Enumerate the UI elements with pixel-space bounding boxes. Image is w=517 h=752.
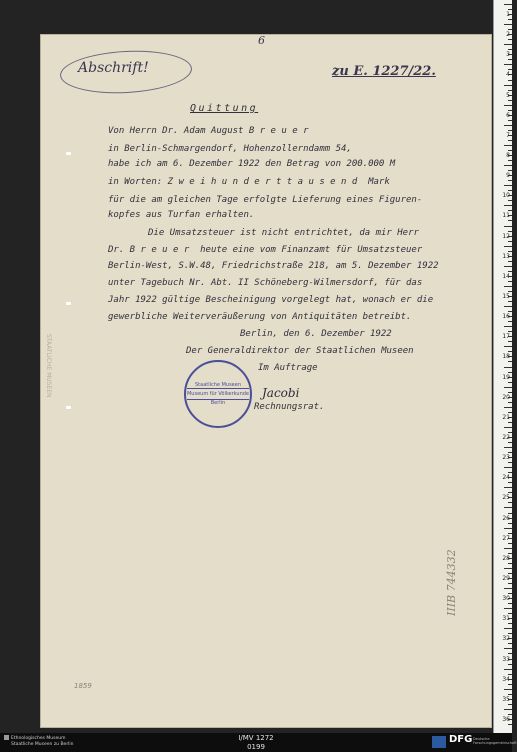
document-title: Quittung — [190, 103, 259, 114]
ruler-tick — [504, 346, 512, 347]
ruler-tick — [508, 210, 512, 211]
dfg-logo-icon — [432, 736, 446, 748]
ruler-tick — [504, 689, 512, 690]
faint-side-text: STAATLICHE MUSEEN — [45, 334, 52, 398]
ruler-tick — [508, 412, 512, 413]
ruler-tick — [504, 669, 512, 670]
ruler-tick — [504, 125, 512, 126]
ruler-number: 7 — [506, 131, 510, 139]
ruler-tick — [508, 392, 512, 393]
issuing-authority: Der Generaldirektor der Staatlichen Museen — [186, 346, 414, 356]
ruler-tick — [504, 246, 512, 247]
ruler-tick — [508, 160, 512, 161]
ruler-number: 36 — [502, 715, 510, 723]
body-line: habe ich am 6. Dezember 1922 den Betrag von 200.000 M — [108, 159, 396, 169]
folio-number: 0199 — [247, 742, 265, 751]
ruler-tick — [504, 507, 512, 508]
ruler-tick — [508, 49, 512, 50]
stamp-center: Museum für Völkerkunde — [187, 388, 249, 401]
ruler-tick — [508, 361, 512, 362]
ruler-tick — [508, 603, 512, 604]
ruler-tick — [504, 306, 512, 307]
ruler-tick — [508, 251, 512, 252]
ruler-number: 10 — [502, 192, 510, 200]
ruler-number: 20 — [502, 393, 510, 401]
ruler-tick — [508, 90, 512, 91]
ruler-tick — [508, 200, 512, 201]
ruler-number: 3 — [506, 51, 510, 59]
ruler-tick — [504, 588, 512, 589]
ruler-number: 15 — [502, 293, 510, 300]
ruler-number: 31 — [502, 615, 510, 623]
dfg-subtitle: Deutsche Forschungsgemeinschaft — [473, 737, 517, 746]
ruler-tick — [504, 528, 512, 529]
ruler-tick — [504, 85, 512, 86]
pencil-page-number: 6 — [258, 34, 265, 47]
ruler-tick — [508, 402, 512, 403]
ruler-tick — [508, 442, 512, 443]
ruler-tick — [508, 301, 512, 302]
body-line: gewerbliche Weiterveräußerung von Antiquitäten betreibt. — [108, 312, 412, 322]
ruler-tick — [508, 422, 512, 423]
ruler-number: 21 — [502, 413, 510, 421]
body-line: in Berlin-Schmargendorf, Hohenzollerndamm 54, — [108, 144, 352, 154]
ruler-tick — [504, 487, 512, 488]
ruler-tick — [508, 9, 512, 10]
body-line: Von Herrn Dr. Adam August B r e u e r — [108, 126, 309, 136]
ruler-tick — [508, 140, 512, 141]
ruler-tick — [508, 643, 512, 644]
ruler-tick — [504, 165, 512, 166]
ruler-number: 24 — [502, 474, 510, 482]
ruler-tick — [508, 241, 512, 242]
ruler-tick — [508, 553, 512, 554]
ruler-number: 27 — [502, 534, 510, 542]
ruler-tick — [508, 170, 512, 171]
ruler-number: 1 — [506, 11, 510, 19]
ruler-number: 28 — [502, 554, 510, 562]
ruler-tick — [504, 608, 512, 609]
body-line: Berlin-West, S.W.48, Friedrichstraße 218, am 5. Dezember 1922 — [108, 261, 439, 271]
ruler-number: 18 — [502, 353, 510, 361]
ruler-number: 23 — [502, 454, 510, 462]
ruler-tick — [504, 427, 512, 428]
body-line: Dr. B r e u e r heute eine vom Finanzamt für Umsatzsteuer — [108, 245, 423, 255]
ruler-tick — [508, 664, 512, 665]
signatory-rank: Rechnungsrat. — [254, 402, 325, 412]
ruler-tick — [504, 44, 512, 45]
ruler-number: 34 — [502, 675, 510, 683]
ruler-number: 32 — [502, 635, 510, 643]
ruler-tick — [508, 231, 512, 232]
ruler-tick — [508, 533, 512, 534]
ruler-tick — [508, 80, 512, 81]
ruler-tick — [504, 286, 512, 287]
museum-logo-icon — [4, 735, 9, 740]
ruler-number: 9 — [506, 172, 510, 180]
ruler-number: 26 — [502, 514, 510, 522]
ruler-tick — [504, 4, 512, 5]
ruler-tick — [508, 341, 512, 342]
punch-hole — [66, 406, 71, 409]
ruler-tick — [508, 59, 512, 60]
museum-stamp — [184, 360, 252, 428]
ruler-tick — [508, 513, 512, 514]
ruler-tick — [508, 130, 512, 131]
ruler-number: 2 — [506, 31, 510, 39]
ruler-tick — [508, 714, 512, 715]
ruler-tick — [504, 548, 512, 549]
ruler-number: 6 — [506, 111, 510, 119]
shelfmark-block — [220, 734, 292, 752]
body-line: in Worten: Z w e i h u n d e r t t a u s e n d Mark — [108, 177, 390, 187]
ruler-tick — [508, 331, 512, 332]
ruler-tick — [504, 367, 512, 368]
ruler-number: 29 — [502, 574, 510, 582]
ruler-tick — [504, 648, 512, 649]
ruler-tick — [508, 543, 512, 544]
ruler-number: 25 — [502, 494, 510, 502]
ruler-number: 14 — [502, 272, 510, 280]
ruler-tick — [508, 502, 512, 503]
ruler-tick — [504, 64, 512, 65]
ruler-number: 5 — [506, 91, 510, 99]
body-line: unter Tagebuch Nr. Abt. II Schöneberg-Wilmersdorf, für das — [108, 278, 423, 288]
ruler-tick — [504, 447, 512, 448]
ruler-tick — [508, 39, 512, 40]
ruler-tick — [508, 29, 512, 30]
ruler-tick — [508, 180, 512, 181]
ruler-tick — [504, 628, 512, 629]
ruler-tick — [508, 372, 512, 373]
ruler-tick — [508, 110, 512, 111]
ruler-tick — [508, 694, 512, 695]
ruler-tick — [508, 583, 512, 584]
ruler-tick — [508, 190, 512, 191]
ruler-tick — [508, 573, 512, 574]
stamp-ring-bottom: Berlin — [210, 400, 226, 407]
ruler-tick — [504, 205, 512, 206]
archive-footer — [0, 733, 517, 752]
ruler-tick — [508, 432, 512, 433]
document-page — [40, 34, 492, 728]
ruler-tick — [508, 653, 512, 654]
ruler-number: 8 — [506, 152, 510, 160]
ruler-tick — [508, 452, 512, 453]
pencil-inventory-number: IIIB 744332 — [445, 549, 458, 616]
ruler-tick — [508, 382, 512, 383]
ruler-tick — [508, 69, 512, 70]
ruler-tick — [508, 120, 512, 121]
ruler-tick — [508, 220, 512, 221]
ruler-number: 11 — [502, 212, 510, 220]
ruler-number: 35 — [502, 695, 510, 703]
ruler-tick — [504, 185, 512, 186]
ruler-number: 19 — [502, 373, 510, 381]
institution-label: Ethnologisches Museum Staatliche Museen zu Berlin — [4, 735, 74, 747]
im-auftrage: Im Auftrage — [258, 363, 318, 373]
ruler-tick — [508, 291, 512, 292]
scale-ruler — [493, 0, 512, 733]
ruler-tick — [508, 492, 512, 493]
ruler-tick — [508, 472, 512, 473]
ruler-tick — [508, 100, 512, 101]
ruler-tick — [504, 24, 512, 25]
ruler-tick — [508, 150, 512, 151]
dfg-label: DFG — [449, 734, 473, 745]
body-line: für die am gleichen Tage erfolgte Lieferung eines Figuren- — [108, 195, 423, 205]
ruler-tick — [508, 684, 512, 685]
ruler-tick — [508, 724, 512, 725]
signature: Jacobi — [262, 386, 300, 400]
ruler-number: 16 — [502, 313, 510, 321]
abschrift-note: Abschrift! — [78, 60, 149, 76]
punch-hole — [66, 302, 71, 305]
pencil-number: 1859 — [74, 682, 92, 690]
punch-hole — [66, 152, 71, 155]
ruler-tick — [508, 623, 512, 624]
ruler-number: 12 — [502, 232, 510, 240]
ruler-tick — [508, 674, 512, 675]
ruler-number: 13 — [502, 252, 510, 260]
ruler-tick — [508, 633, 512, 634]
ruler-tick — [508, 261, 512, 262]
ruler-tick — [504, 226, 512, 227]
ruler-tick — [508, 613, 512, 614]
ruler-tick — [504, 387, 512, 388]
ruler-number: 4 — [506, 71, 510, 79]
shelfmark: I/MV 1272 — [238, 734, 274, 742]
place-date: Berlin, den 6. Dezember 1922 — [240, 329, 392, 339]
ruler-number: 30 — [502, 595, 510, 603]
ruler-tick — [508, 563, 512, 564]
body-line: Die Umsatzsteuer ist nicht entrichtet, da mir Herr — [148, 228, 419, 238]
ruler-number: 33 — [502, 655, 510, 663]
stamp-ring-top: Staatliche Museen — [195, 381, 241, 388]
ruler-number: 22 — [502, 433, 510, 441]
ruler-tick — [504, 709, 512, 710]
ruler-tick — [508, 311, 512, 312]
ruler-tick — [508, 482, 512, 483]
ruler-tick — [504, 407, 512, 408]
ruler-tick — [504, 145, 512, 146]
ruler-tick — [508, 321, 512, 322]
ruler-number: 17 — [502, 333, 510, 341]
ruler-tick — [508, 704, 512, 705]
ruler-tick — [508, 462, 512, 463]
ruler-tick — [504, 568, 512, 569]
ruler-tick — [508, 351, 512, 352]
ruler-tick — [508, 523, 512, 524]
ruler-tick — [508, 281, 512, 282]
ruler-tick — [508, 593, 512, 594]
file-reference: zu E. 1227/22. — [332, 64, 436, 79]
ruler-tick — [508, 19, 512, 20]
ruler-tick — [504, 467, 512, 468]
ruler-tick — [504, 105, 512, 106]
ruler-tick — [504, 266, 512, 267]
body-line: Jahr 1922 gültige Bescheinigung vorgelegt hat, wonach er die — [108, 295, 434, 305]
ruler-tick — [504, 326, 512, 327]
ruler-tick — [508, 271, 512, 272]
body-line: kopfes aus Turfan erhalten. — [108, 210, 255, 220]
